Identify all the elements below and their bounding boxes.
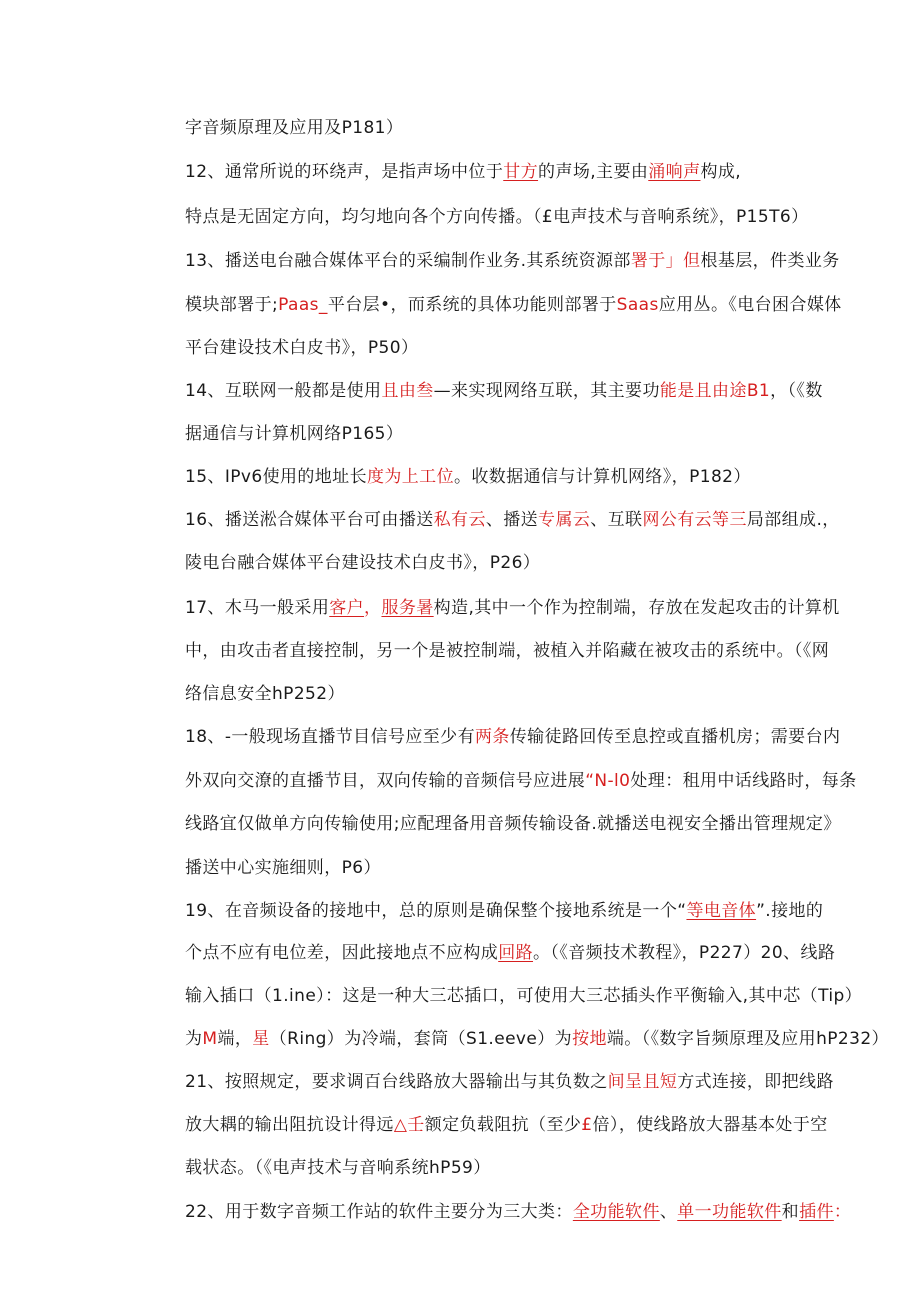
body-text: 18、-一般现场直播节目信号应至少有	[185, 727, 475, 747]
text-line-20	[185, 942, 835, 964]
answer-text: 私有云	[433, 510, 486, 530]
text-line-4	[185, 250, 840, 272]
body-text: 构成,	[700, 162, 742, 182]
answer-text: △壬	[393, 1115, 425, 1135]
answer-text: 间呈且短	[607, 1072, 678, 1092]
text-line-2	[185, 161, 741, 183]
body-text: 播送中心实施细则，P6）	[185, 858, 381, 878]
body-text: 放大耦的输出阻抗设计得远	[185, 1115, 394, 1135]
answer-text: 专属云	[538, 510, 591, 530]
answer-text: 服务暑	[381, 598, 434, 618]
body-text: 传输徒路回传至息控或直播机房；需要台内	[509, 727, 841, 747]
text-line-22	[185, 1028, 889, 1050]
answer-text: 度为上工位	[366, 467, 454, 487]
body-text: 外双向交潦的直播节目，双向传输的音频信号应进展	[185, 771, 586, 791]
body-text: ”.接地的	[756, 901, 824, 921]
body-text: 个点不应有电位差，因此接地点不应构成	[185, 943, 499, 963]
answer-text: Saa	[616, 295, 650, 315]
answer-text: 客户	[329, 598, 365, 618]
answer-text: 插件	[799, 1202, 834, 1222]
body-text: 平台层•，而系统的具体功能则部署于	[327, 295, 617, 315]
body-text: 根基层，件类业务	[700, 251, 840, 271]
body-text: 线路宜仅做单方向传输使用;应配理备用音频传输设备.就播送电视安全播出管理规定》	[185, 814, 841, 834]
body-text: 的声场,主要由	[538, 162, 649, 182]
body-text: 额定负载阻抗（至少	[424, 1115, 582, 1135]
body-text: 字音频原理及应用及P181）	[185, 118, 404, 138]
text-line-7	[185, 380, 823, 402]
body-text: ，（《数	[770, 381, 823, 401]
answer-text: “N-l0	[585, 771, 631, 791]
body-text: 15、IPv6使用的地址长	[185, 467, 367, 487]
body-text: 据通信与计算机网络P165）	[185, 424, 404, 444]
body-text: 应用丛。《电台困合媒体	[658, 295, 842, 315]
text-line-14	[185, 683, 345, 705]
body-text: 、互联	[590, 510, 643, 530]
body-text: 模块部署于;	[185, 295, 279, 315]
text-line-25	[185, 1157, 491, 1179]
answer-text: 按地	[572, 1029, 607, 1049]
body-text: 14、互联网一般都是使用	[185, 381, 382, 401]
answer-text: 回路	[498, 943, 534, 963]
answer-text: 星	[252, 1029, 270, 1049]
body-text: 处理：租用中话线路时，每条	[630, 771, 857, 791]
text-line-13	[185, 640, 829, 662]
text-line-6	[185, 337, 418, 359]
body-text: 陵电台融合媒体平台建设技术白皮书》，P26）	[185, 553, 541, 573]
answer-text: 且由叁	[381, 381, 434, 401]
body-text: 载状态。（《电声技术与音响系统hP59）	[185, 1158, 491, 1178]
body-text: 。（《音频技术教程》，P227）20、线路	[533, 943, 836, 963]
answer-text: 全功能软件	[572, 1202, 660, 1222]
body-text: 19、在音频设备的接地中，总的原则是确保整个接地系统是一个“	[185, 901, 687, 921]
body-text: 方式连接，即把线路	[677, 1072, 834, 1092]
body-text: 21、按照规定，要求调百台线路放大器输出与其负数之	[185, 1072, 608, 1092]
answer-text: 两条	[474, 727, 510, 747]
text-line-16	[185, 770, 857, 792]
answer-text: 甘方	[503, 162, 539, 182]
answer-text: s	[649, 295, 659, 315]
text-line-3	[185, 206, 809, 228]
body-text: 端，	[217, 1029, 253, 1049]
body-text: —来实现网络互联，其主要功	[433, 381, 660, 401]
body-text: 17、木马一般采用	[185, 598, 330, 618]
body-text: 16、播送淞合媒体平台可由播送	[185, 510, 434, 530]
text-line-8	[185, 423, 403, 445]
body-text: 平台建设技术白皮书》，P50）	[185, 338, 419, 358]
text-line-9	[185, 466, 751, 488]
body-text: 、	[659, 1202, 678, 1222]
text-line-23	[185, 1071, 834, 1093]
body-text: 络信息安全hP252）	[185, 684, 345, 704]
body-text: 输入插口（1.ine）：这是一种大三芯插口，可使用大三芯插头作平衡输入,其中芯（Tip）	[185, 986, 863, 1006]
body-text: 、播送	[485, 510, 539, 530]
text-line-11	[185, 552, 540, 574]
answer-text: 等电音体	[686, 901, 757, 921]
body-text: 特点是无固定方向，均匀地向各个方向传播。（£电声技术与音响系统》，P15T6）	[185, 207, 809, 227]
body-text: 。收数据通信与计算机网络》，P182）	[453, 467, 751, 487]
answer-text: 能是且由途B1	[659, 381, 771, 401]
body-text: 构造,其中一个作为控制端，存放在发起攻击的计算机	[433, 598, 840, 618]
text-line-10	[185, 509, 840, 531]
body-text: 端。（《数字旨频原理及应用hP232）	[606, 1029, 889, 1049]
answer-text: ，	[364, 598, 382, 618]
text-line-12	[185, 597, 840, 619]
answer-text: £	[581, 1115, 593, 1135]
answer-text: 网公有云等三	[642, 510, 747, 530]
answer-text: ：	[833, 1202, 852, 1222]
body-text: 为	[185, 1029, 203, 1049]
text-line-18	[185, 857, 381, 879]
text-line-1	[185, 117, 403, 139]
body-text: 22、用于数字音频工作站的软件主要分为三大类：	[185, 1202, 573, 1222]
text-line-19	[185, 900, 823, 922]
answer-text: Paas_	[278, 295, 328, 315]
body-text: 局部组成.，	[746, 510, 840, 530]
body-text: 13、播送电台融合媒体平台的采编制作业务.其系统资源部	[185, 251, 631, 271]
text-line-26	[185, 1201, 851, 1223]
answer-text: M	[202, 1029, 218, 1049]
text-line-24	[185, 1114, 828, 1136]
body-text: 中，由攻击者直接控制，另一个是被控制端，被植入并陷藏在被攻击的系统中。（《网	[185, 641, 830, 661]
answer-text: 单一功能软件	[677, 1202, 782, 1222]
body-text: （Ring）为冷端，套筒（S1.eeve）为	[269, 1029, 573, 1049]
body-text: 倍），使线路放大器基本处于空	[592, 1115, 828, 1135]
answer-text: 涌响声	[648, 162, 701, 182]
answer-text: 署于」但	[630, 251, 701, 271]
text-line-21	[185, 985, 862, 1007]
body-text: 12、通常所说的环绕声，是指声场中位于	[185, 162, 504, 182]
body-text: 和	[781, 1202, 800, 1222]
text-line-15	[185, 726, 840, 748]
text-line-17	[185, 813, 841, 835]
text-line-5	[185, 294, 842, 316]
